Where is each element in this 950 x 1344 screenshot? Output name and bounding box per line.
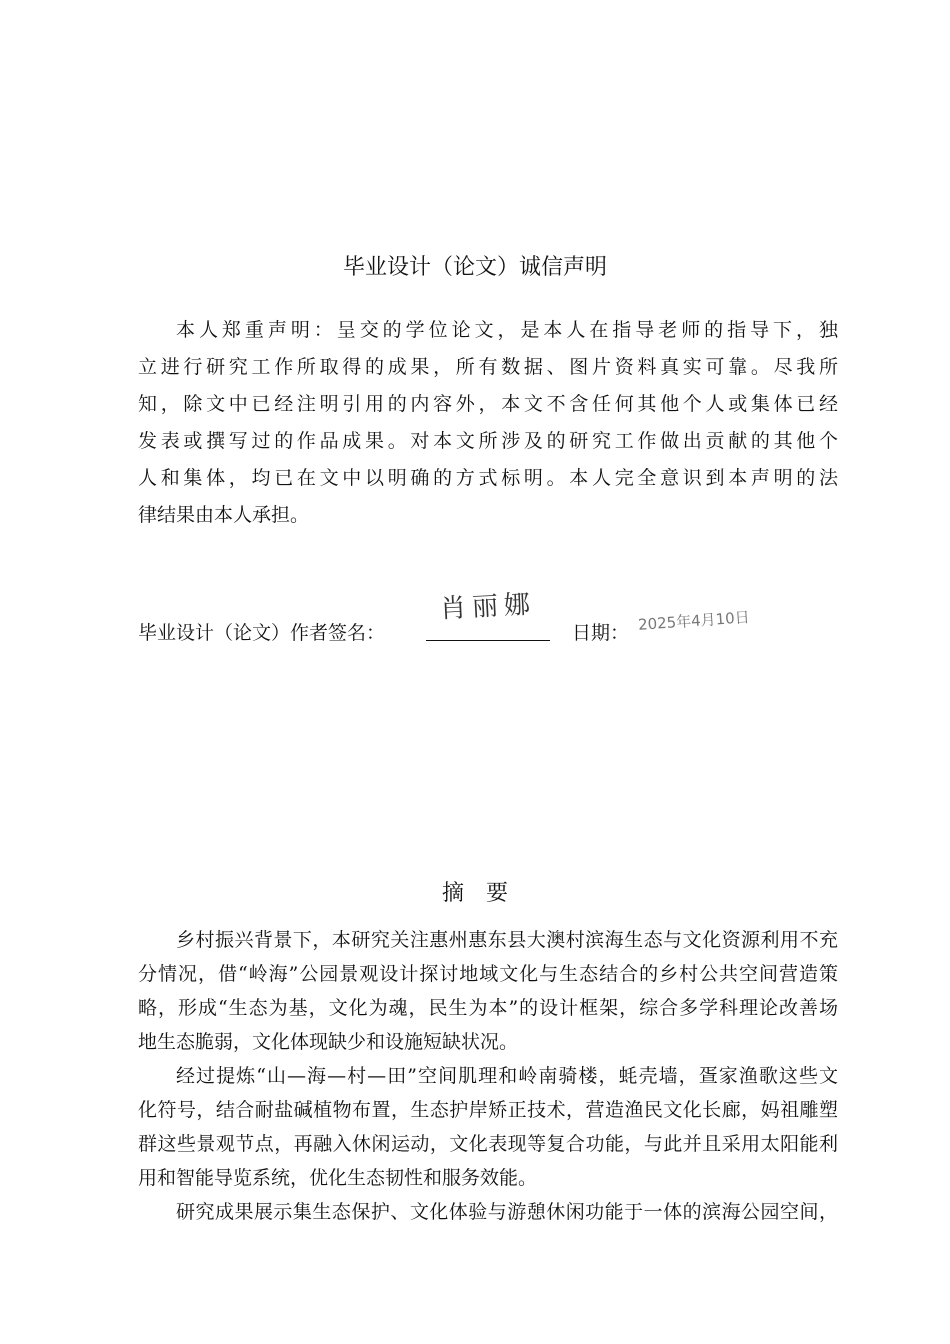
declaration-line: 发表或撰写过的作品成果。对本文所涉及的研究工作做出贡献的其他个 [138, 430, 838, 452]
declaration-title: 毕业设计（论文）诚信声明 [342, 255, 607, 280]
abstract-line: 分情况，借“岭海”公园景观设计探讨地域文化与生态结合的乡村公共空间营造策 [138, 963, 838, 985]
declaration-line: 律结果由本人承担。 [138, 504, 310, 526]
signature-label: 毕业设计（论文）作者签名： [138, 622, 386, 644]
abstract-line: 地生态脆弱，文化体现缺少和设施短缺状况。 [138, 1031, 519, 1053]
signature-field [426, 589, 550, 641]
abstract-line: 经过提炼“山—海—村—田”空间肌理和岭南骑楼，蚝壳墙，疍家渔歌这些文 [176, 1065, 838, 1087]
declaration-line: 本人郑重声明：呈交的学位论文，是本人在指导老师的指导下，独 [176, 319, 838, 341]
abstract-line: 群这些景观节点，再融入休闲运动，文化表现等复合功能，与此并且采用太阳能利 [138, 1133, 838, 1155]
date-label: 日期： [572, 622, 630, 644]
handwritten-date: 2025年4月10日 [637, 608, 751, 634]
abstract-line: 用和智能导览系统，优化生态韧性和服务效能。 [138, 1167, 538, 1189]
declaration-line: 立进行研究工作所取得的成果，所有数据、图片资料真实可靠。尽我所 [138, 356, 838, 378]
abstract-line: 略，形成“生态为基，文化为魂，民生为本”的设计框架，综合多学科理论改善场 [138, 997, 838, 1019]
abstract-line: 研究成果展示集生态保护、文化体验与游憩休闲功能于一体的滨海公园空间， [176, 1201, 838, 1223]
handwritten-signature: 肖丽娜 [439, 589, 537, 625]
abstract-title: 摘要 [441, 881, 530, 906]
declaration-line: 知，除文中已经注明引用的内容外，本文不含任何其他个人或集体已经 [138, 393, 838, 415]
declaration-line: 人和集体，均已在文中以明确的方式标明。本人完全意识到本声明的法 [138, 467, 838, 489]
abstract-line: 乡村振兴背景下，本研究关注惠州惠东县大澳村滨海生态与文化资源利用不充 [176, 929, 838, 951]
abstract-line: 化符号，结合耐盐碱植物布置，生态护岸矫正技术，营造渔民文化长廊，妈祖雕塑 [138, 1099, 838, 1121]
